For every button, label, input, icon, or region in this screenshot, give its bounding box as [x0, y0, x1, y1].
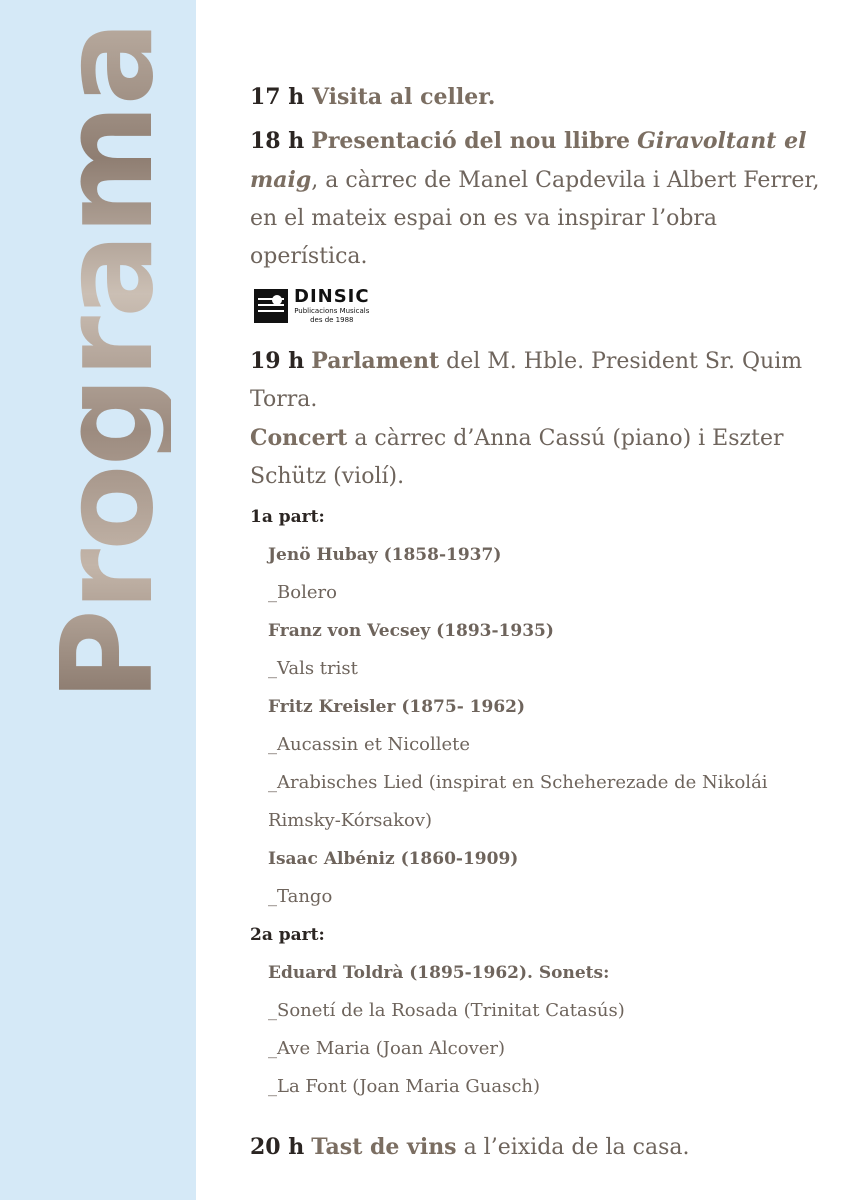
logo-subtitle: Publicacions Musicals	[294, 307, 370, 315]
work-line: _Ave Maria (Joan Alcover)	[268, 1038, 506, 1059]
part-2-label: 2a part:	[250, 925, 325, 945]
part-1-label: 1a part:	[250, 507, 325, 527]
work-line: _Sonetí de la Rosada (Trinitat Catasús)	[268, 1000, 625, 1021]
program-item-20h	[250, 1128, 820, 1167]
item-description: , a càrrec de Manel Capdevila i Albert Ferrer, en el mateix espai on es va inspirar l’obra operística.	[250, 168, 820, 269]
program-item-18h	[250, 122, 820, 276]
work-line: _Tango	[268, 886, 333, 907]
time-label: 19 h	[250, 348, 305, 374]
work-line: _Vals trist	[268, 658, 358, 679]
logo-subtitle-year: des de 1988	[310, 316, 354, 324]
work-line: _Bolero	[268, 582, 337, 603]
work-line: _Aucassin et Nicollete	[268, 734, 471, 755]
item-title: Presentació del nou llibre	[311, 128, 631, 154]
composer-line: Franz von Vecsey (1893-1935)	[268, 621, 554, 641]
program-item-19h-concert	[250, 419, 820, 496]
item-title: Visita al celler.	[311, 84, 496, 110]
program-content	[250, 78, 820, 1189]
item-description: a l’eixida de la casa.	[456, 1135, 690, 1160]
part-2-list	[250, 954, 820, 1106]
item-title: Tast de vins	[311, 1134, 457, 1160]
composer-line: Isaac Albéniz (1860-1909)	[268, 849, 519, 869]
time-label: 17 h	[250, 84, 305, 110]
item-description: del M. Hble. President Sr. Quim Torra.	[250, 349, 803, 412]
work-line: _La Font (Joan Maria Guasch)	[268, 1076, 541, 1097]
composer-line: Jenö Hubay (1858-1937)	[268, 545, 502, 565]
book-title: Giravoltant el maig	[250, 128, 807, 193]
composer-line: Eduard Toldrà (1895-1962). Sonets:	[268, 963, 610, 983]
program-item-17h	[250, 78, 820, 116]
work-line: _Arabisches Lied (inspirat en Scheherezade de Nikolái	[268, 772, 768, 793]
programa-title: Programa	[34, 22, 181, 702]
item-title: Parlament	[311, 348, 440, 374]
item-title: Concert	[250, 425, 348, 451]
sidebar-panel	[0, 0, 196, 1200]
part-1-list	[250, 536, 820, 916]
music-note-icon	[254, 289, 288, 323]
item-description: a càrrec d’Anna Cassú (piano) i Eszter Schütz (violí).	[250, 426, 784, 489]
dinsic-logo	[254, 284, 820, 328]
time-label: 18 h	[250, 128, 305, 154]
program-item-19h-parlament	[250, 342, 820, 419]
work-line: Rimsky-Kórsakov)	[268, 810, 433, 831]
composer-line: Fritz Kreisler (1875- 1962)	[268, 697, 526, 717]
time-label: 20 h	[250, 1134, 305, 1160]
logo-name: DINSIC	[294, 286, 370, 307]
